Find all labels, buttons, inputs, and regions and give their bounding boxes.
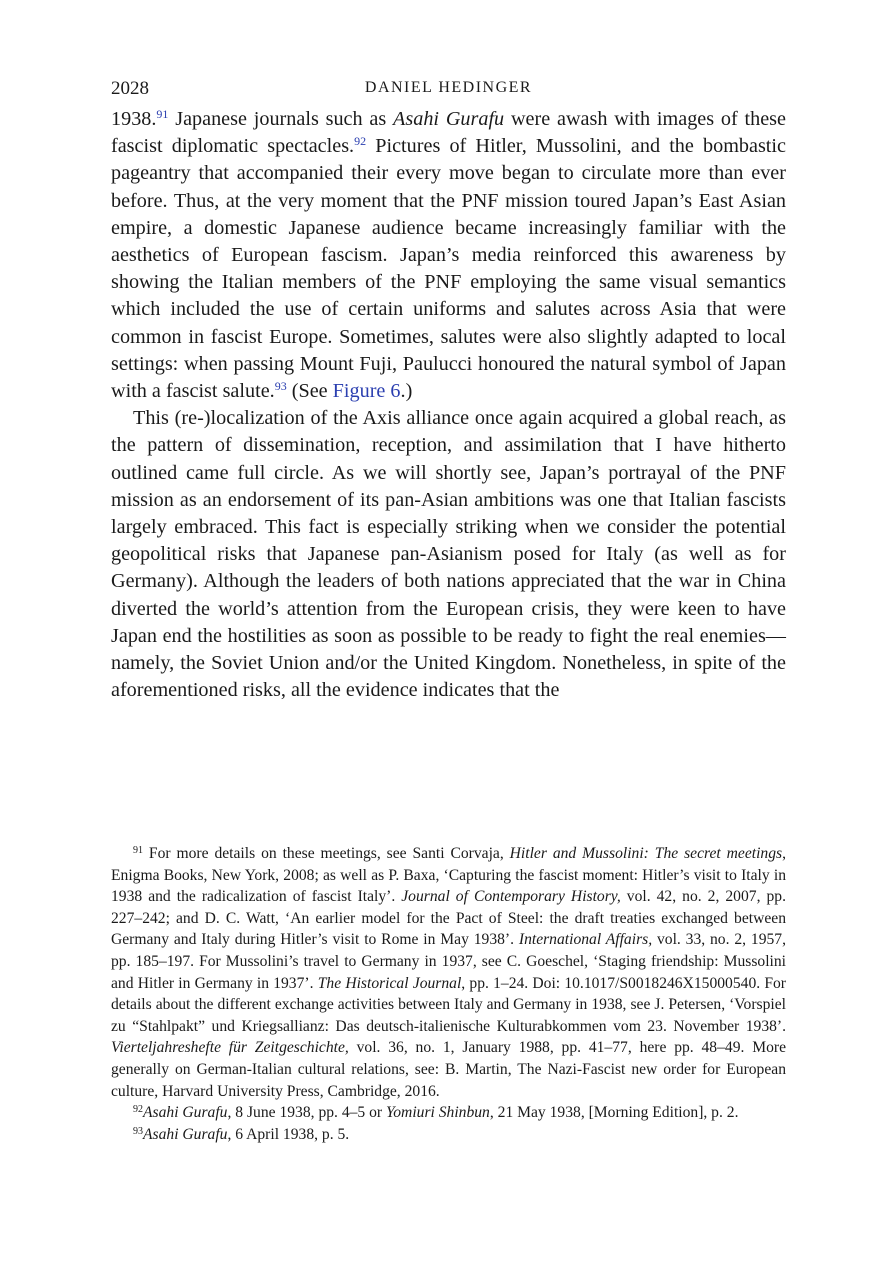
text-run: were awash with images of these fascist diplomatic spectacles.: [111, 108, 786, 158]
text-run: , 21 May 1938, [Morning Edition], p. 2.: [489, 1104, 739, 1122]
paragraph: [111, 106, 786, 405]
text-run: Japanese journals such as: [168, 108, 394, 130]
journal-title: Yomiuri Shinbun: [386, 1104, 490, 1122]
journal-title: International Affairs,: [518, 931, 653, 949]
footnotes: [111, 843, 786, 1145]
text-run: For more details on these meetings, see Santi Corvaja,: [143, 845, 510, 862]
text-run: , 6 April 1938, p. 5.: [227, 1125, 350, 1143]
running-head: [111, 78, 786, 106]
footnote-91: [111, 843, 786, 1102]
journal-title: Vierteljahreshefte für Zeitgeschichte,: [111, 1039, 349, 1057]
journal-title: Journal of Contemporary History,: [401, 888, 621, 906]
footnote-92: [111, 1102, 786, 1124]
running-head-author: DANIEL HEDINGER: [364, 79, 533, 96]
book-title: Hitler and Mussolini: The secret meetings: [509, 845, 783, 862]
journal-title: Asahi Gurafu: [393, 108, 505, 130]
footnote-ref-91[interactable]: 91: [156, 107, 169, 121]
text-run: , 8 June 1938, pp. 4–5 or: [227, 1104, 387, 1122]
journal-title: Asahi Gurafu: [143, 1125, 228, 1143]
text-run: , pp. 1–24. Doi: 10.1017/S0018246X15000540. For details about the different exchange activities between Italy and Germany in 1938, see J. Petersen, ‘Vorspiel zu “Stahlpakt” und Kriegsallianz: Das deutsch-italienische Kulturabkommen vom 23. November 1938’.: [111, 974, 787, 1035]
footnote-number: 92: [133, 1104, 143, 1116]
text-run: 1938.: [111, 108, 157, 130]
text-run: vol. 33, no. 2, 1957, pp. 185–197. For Mussolini’s travel to Germany in 1937, see C. Goeschel, ‘Staging friendship: Mussolini and Hitler in Germany in 1937’.: [111, 931, 786, 992]
body-text: [111, 106, 786, 704]
footnote-number: 93: [133, 1125, 143, 1137]
text-run: .): [400, 380, 413, 403]
journal-title: Asahi Gurafu: [143, 1104, 228, 1122]
text-run: vol. 42, no. 2, 2007, pp. 227–242; and D. C. Watt, ‘An earlier model for the Pact of Steel: the draft treaties exchanged between Germany and Italy during Hitler’s visit to Rome in May 1938’.: [111, 888, 786, 949]
text-run: Pictures of Hitler, Mussolini, and the bombastic pageantry that accompanied their every move began to circulate more than ever before. Thus, at the very moment that the PNF mission toured Japan’s East Asian empire, a domestic Japanese audience became increasingly familiar with the aesthetics of European fascism. Japan’s media reinforced this awareness by showing the Italian members of the PNF employing the same visual semantics which included the use of certain uniforms and salutes across Asia that were common in fascist Europe. Sometimes, salutes were also slightly adapted to local settings: when passing Mount Fuji, Paulucci honoured the natural symbol of Japan with a fascist salute.: [111, 135, 786, 403]
journal-title: The Historical Journal: [317, 974, 462, 992]
text-run: vol. 36, no. 1, January 1988, pp. 41–77, here pp. 48–49. More generally on German-Italian cultural relations, see: B. Martin, The Nazi-Fascist new order for European culture, Harvard University Press, Cambridge, 2016.: [111, 1039, 786, 1100]
text-run: , Enigma Books, New York, 2008; as well as P. Baxa, ‘Capturing the fascist moment: Hitler’s visit to Italy in 1938 and the radicalization of fascist Italy’.: [111, 845, 786, 906]
page: [111, 78, 786, 704]
text-run: (See: [286, 380, 333, 403]
footnote-93: [111, 1124, 786, 1146]
footnote-ref-92[interactable]: 92: [354, 134, 367, 149]
footnote-number: 91: [133, 845, 143, 856]
footnote-ref-93[interactable]: 93: [274, 379, 287, 394]
paragraph: This (re-)localization of the Axis alliance once again acquired a global reach, as the pattern of dissemination, reception, and assimilation that I have hitherto outlined came full circle. As we will shortly see, Japan’s portrayal of the PNF mission as an endorsement of its pan-Asian ambitions was one that Italian fascists largely embraced. This fact is especially striking when we consider the potential geopolitical risks that Japanese pan-Asianism posed for Italy (as well as for Germany). Although the leaders of both nations appreciated that the war in China diverted the world’s attention from the European crisis, they were keen to have Japan end the hostilities as soon as possible to be ready to fight the real enemies—namely, the Soviet Union and/or the United Kingdom. Nonetheless, in spite of the aforementioned risks, all the evidence indicates that the: [111, 407, 786, 702]
page-number: 2028: [111, 78, 149, 99]
figure-6-link[interactable]: Figure 6: [332, 380, 401, 403]
